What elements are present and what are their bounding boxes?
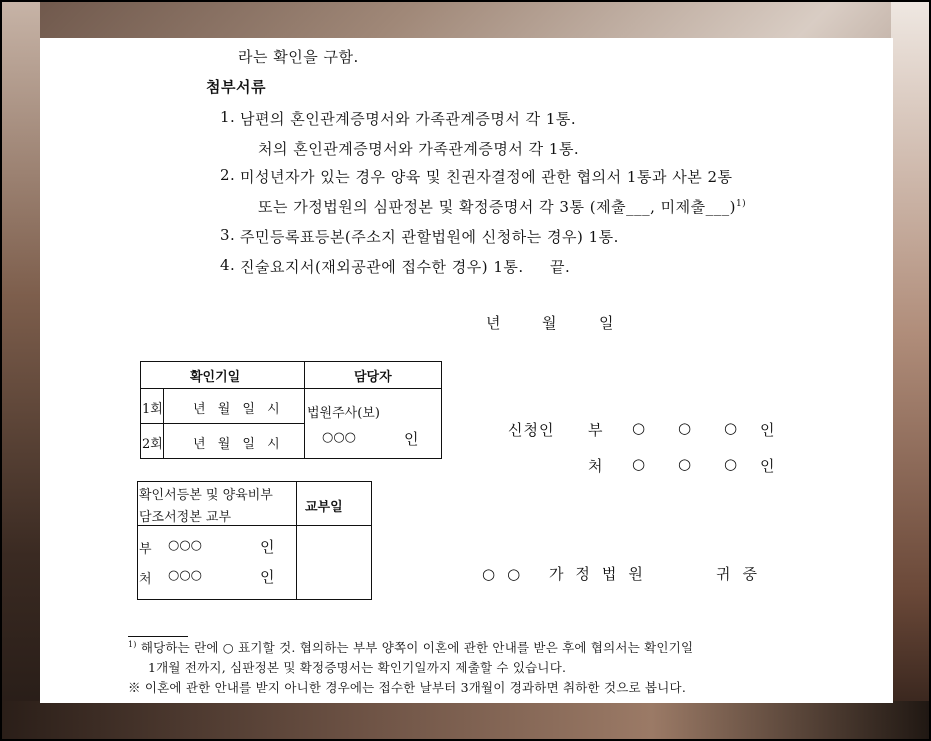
round-1-date: 년 월 일 시 bbox=[193, 402, 280, 417]
staff-title: 법원주사(보) bbox=[307, 406, 380, 421]
delivery-role-husband: 부 bbox=[139, 542, 152, 557]
footnote-1-line2: 1개월 전까지, 심판정본 및 확정증명서는 확인기일까지 제출할 수 있습니다. bbox=[148, 660, 567, 675]
date-month: 월 bbox=[542, 314, 557, 332]
confirm-date-header: 확인기일 bbox=[190, 370, 241, 385]
delivery-name-wife: ○○○ bbox=[168, 568, 203, 583]
applicant-husband-seal: 인 bbox=[760, 421, 775, 439]
applicant-role-wife: 처 bbox=[588, 457, 603, 475]
attachment-item-2b: 또는 가정법원의 심판정본 및 확정증명서 각 3통 (제출___, 미제출___)$^{1)}$ bbox=[258, 198, 747, 216]
staff-seal: 인 bbox=[404, 430, 419, 448]
footnote-notice: ※ 이혼에 관한 안내를 받지 아니한 경우에는 접수한 날부터 3개월이 경과하면 취하한 것으로 봅니다. bbox=[128, 680, 687, 695]
round-1-label: 1회 bbox=[142, 402, 163, 417]
court-suffix: 귀중 bbox=[716, 565, 769, 583]
applicant-wife-circle-1: ○ bbox=[632, 455, 646, 473]
applicant-role-husband: 부 bbox=[588, 421, 603, 439]
delivery-header-line1: 확인서등본 및 양육비부 bbox=[139, 488, 273, 503]
applicant-husband-circle-2: ○ bbox=[678, 419, 692, 437]
attachment-item-1a: 남편의 혼인관계증명서와 가족관계증명서 각 1통. bbox=[240, 110, 577, 128]
footnote-1-line1: $^{1)}$ 해당하는 란에 ○ 표기할 것. 협의하는 부부 양쪽이 이혼에 관한 안내를 받은 후에 협의서는 확인기일 bbox=[128, 639, 694, 655]
footnote-ref: 1) bbox=[735, 199, 747, 209]
delivery-date-header: 교부일 bbox=[305, 500, 343, 515]
delivery-role-wife: 처 bbox=[139, 572, 152, 587]
staff-header: 담당자 bbox=[354, 370, 392, 385]
attachment-num-3: 3. bbox=[220, 226, 236, 244]
applicant-wife-circle-2: ○ bbox=[678, 455, 692, 473]
date-year: 년 bbox=[486, 314, 501, 332]
attachment-num-4: 4. bbox=[220, 256, 236, 274]
attachment-item-4: 진술요지서(재외공관에 접수한 경우) 1통. 끝. bbox=[240, 258, 571, 276]
footnote-mark: 1) bbox=[128, 639, 137, 649]
delivery-header-line2: 담조서정본 교부 bbox=[139, 510, 232, 525]
applicant-husband-circle-3: ○ bbox=[724, 419, 738, 437]
applicant-label: 신청인 bbox=[508, 421, 555, 439]
court-name: ○○ 가정법원 bbox=[482, 565, 655, 583]
applicant-wife-circle-3: ○ bbox=[724, 455, 738, 473]
delivery-seal-wife: 인 bbox=[260, 568, 275, 586]
applicant-wife-seal: 인 bbox=[760, 457, 775, 475]
round-2-label: 2회 bbox=[142, 437, 163, 452]
date-day: 일 bbox=[599, 314, 614, 332]
attachment-num-1: 1. bbox=[220, 108, 236, 126]
attachment-item-3: 주민등록표등본(주소지 관할법원에 신청하는 경우) 1통. bbox=[240, 228, 619, 246]
delivery-seal-husband: 인 bbox=[260, 538, 275, 556]
applicant-husband-circle-1: ○ bbox=[632, 419, 646, 437]
staff-name: ○○○ bbox=[322, 430, 357, 445]
round-2-date: 년 월 일 시 bbox=[193, 437, 280, 452]
delivery-name-husband: ○○○ bbox=[168, 538, 203, 553]
attachment-item-1b: 처의 혼인관계증명서와 가족관계증명서 각 1통. bbox=[258, 140, 580, 158]
attachment-num-2: 2. bbox=[220, 166, 236, 184]
attachments-heading: 첨부서류 bbox=[206, 78, 266, 96]
intro-line: 라는 확인을 구함. bbox=[238, 48, 359, 66]
attachment-item-2a: 미성년자가 있는 경우 양육 및 친권자결정에 관한 협의서 1통과 사본 2통 bbox=[240, 168, 733, 186]
